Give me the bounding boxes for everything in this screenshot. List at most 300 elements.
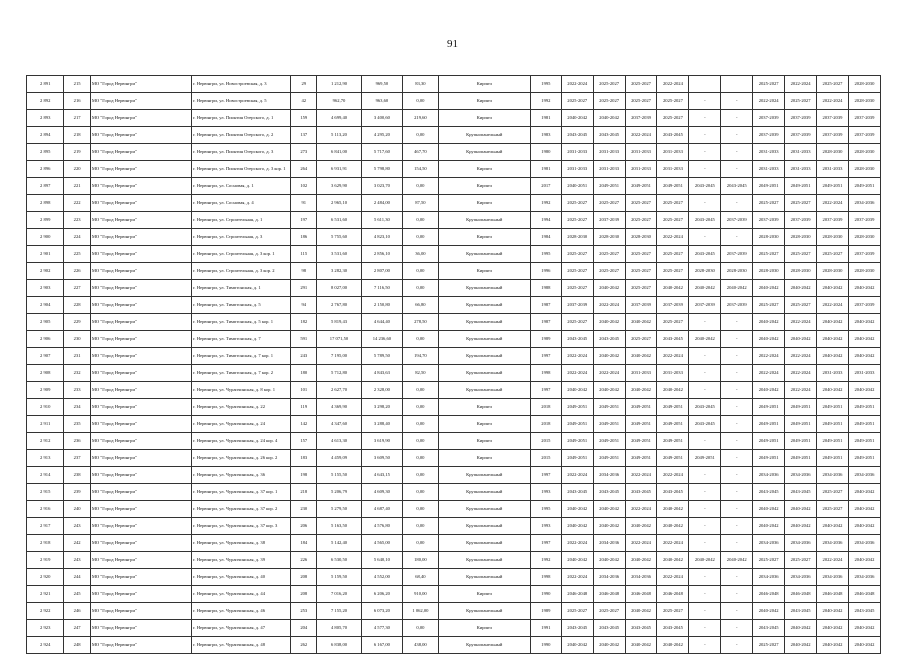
- cell-total-area: 6 931,91: [317, 161, 361, 178]
- cell-period-facade: 2043-2045: [593, 331, 625, 348]
- cell-period-roof: 2025-2027: [561, 212, 593, 229]
- cell-period-water-hot: 2022-2024: [817, 552, 849, 569]
- cell-period-facade: 2046-2048: [593, 586, 625, 603]
- cell-period-elevator: -: [721, 484, 753, 501]
- cell-row-number: 2 922: [27, 603, 64, 620]
- cell-year-built: 2018: [530, 416, 561, 433]
- table-row: [27, 246, 881, 263]
- cell-period-sewer: 2049-2051: [848, 450, 880, 467]
- cell-period-gas: -: [689, 484, 721, 501]
- cell-period-sewer: 2049-2051: [848, 433, 880, 450]
- cell-period-heating: 2025-2027: [657, 263, 689, 280]
- cell-period-sewer: 2034-2036: [848, 467, 880, 484]
- cell-period-sewer: 2040-2042: [848, 280, 880, 297]
- cell-period-water-cold: 2022-2024: [785, 382, 817, 399]
- cell-period-roof: 2040-2042: [561, 552, 593, 569]
- cell-total-area: 5 159,50: [317, 569, 361, 586]
- cell-nonresidential-area: 438,00: [403, 637, 438, 654]
- table-row: [27, 484, 881, 501]
- cell-total-area: 8 027,00: [317, 280, 361, 297]
- cell-period-electric: 2046-2048: [753, 586, 785, 603]
- cell-apartments: 230: [291, 501, 317, 518]
- cell-row-number: 2 898: [27, 195, 64, 212]
- cell-year-built: 1997: [530, 467, 561, 484]
- cell-period-water-cold: 2025-2027: [785, 246, 817, 263]
- cell-living-area: 3 400,60: [361, 110, 403, 127]
- cell-period-roof: 2043-2045: [561, 127, 593, 144]
- cell-living-area: 4 609,30: [361, 484, 403, 501]
- cell-period-water-hot: 2022-2024: [817, 297, 849, 314]
- cell-house-number: 224: [64, 229, 90, 246]
- cell-year-built: 1980: [530, 144, 561, 161]
- cell-nonresidential-area: 0,00: [403, 212, 438, 229]
- cell-period-heating: 2025-2027: [657, 195, 689, 212]
- cell-municipality: МО "Город Нерюнгри": [90, 433, 191, 450]
- cell-period-facade: 2049-2051: [593, 433, 625, 450]
- cell-period-facade: 2043-2045: [593, 620, 625, 637]
- cell-period-sewer: 2049-2051: [848, 399, 880, 416]
- cell-row-number: 2 899: [27, 212, 64, 229]
- cell-total-area: 5 163,50: [317, 518, 361, 535]
- cell-row-number: 2 919: [27, 552, 64, 569]
- cell-period-basement: 2028-2030: [625, 229, 657, 246]
- cell-period-water-cold: 2028-2030: [785, 263, 817, 280]
- cell-wall-material: Кирпич: [438, 450, 530, 467]
- cell-house-number: 244: [64, 569, 90, 586]
- cell-period-heating: 2049-2051: [657, 178, 689, 195]
- cell-period-water-hot: 2040-2042: [817, 314, 849, 331]
- cell-house-number: 223: [64, 212, 90, 229]
- cell-period-electric: 2040-2042: [753, 603, 785, 620]
- cell-year-built: 1994: [530, 212, 561, 229]
- cell-period-gas: 2040-2042: [689, 331, 721, 348]
- cell-period-electric: 2040-2042: [753, 331, 785, 348]
- cell-year-built: 1981: [530, 110, 561, 127]
- cell-address: г. Нерюнгри, ул. Чурапчинская, д. 48: [192, 637, 291, 654]
- cell-wall-material: Крупнопанельный: [438, 484, 530, 501]
- cell-period-water-hot: 2037-2039: [817, 127, 849, 144]
- cell-year-built: 1995: [530, 76, 561, 93]
- cell-municipality: МО "Город Нерюнгри": [90, 127, 191, 144]
- cell-period-facade: 2040-2042: [593, 637, 625, 654]
- cell-period-elevator: -: [721, 110, 753, 127]
- cell-period-elevator: 2040-2042: [721, 280, 753, 297]
- cell-period-gas: -: [689, 637, 721, 654]
- cell-period-facade: 2037-2039: [593, 212, 625, 229]
- cell-period-basement: 2025-2027: [625, 263, 657, 280]
- cell-period-heating: 2031-2033: [657, 161, 689, 178]
- cell-period-basement: 2025-2027: [625, 76, 657, 93]
- cell-period-water-hot: 2022-2024: [817, 195, 849, 212]
- cell-period-basement: 2031-2033: [625, 161, 657, 178]
- cell-year-built: 1996: [530, 263, 561, 280]
- cell-period-gas: -: [689, 382, 721, 399]
- cell-period-heating: 2040-2042: [657, 552, 689, 569]
- cell-year-built: 1992: [530, 552, 561, 569]
- cell-total-area: 6 841,00: [317, 144, 361, 161]
- cell-wall-material: Крупнопанельный: [438, 331, 530, 348]
- cell-wall-material: Кирпич: [438, 161, 530, 178]
- cell-wall-material: Крупнопанельный: [438, 552, 530, 569]
- cell-period-facade: 2040-2042: [593, 314, 625, 331]
- cell-apartments: 262: [291, 637, 317, 654]
- cell-apartments: 243: [291, 348, 317, 365]
- cell-period-facade: 2031-2033: [593, 161, 625, 178]
- cell-period-water-hot: 2034-2036: [817, 535, 849, 552]
- cell-nonresidential-area: 87,50: [403, 195, 438, 212]
- table-row: [27, 110, 881, 127]
- cell-period-gas: -: [689, 518, 721, 535]
- cell-period-water-cold: 2049-2051: [785, 399, 817, 416]
- cell-living-area: 2 856,10: [361, 246, 403, 263]
- cell-period-heating: 2025-2027: [657, 246, 689, 263]
- cell-living-area: 6 206,20: [361, 586, 403, 603]
- cell-house-number: 225: [64, 246, 90, 263]
- cell-total-area: 4 459,09: [317, 450, 361, 467]
- cell-period-basement: 2037-2039: [625, 297, 657, 314]
- cell-apartments: 159: [291, 110, 317, 127]
- cell-total-area: 3 531,60: [317, 246, 361, 263]
- cell-municipality: МО "Город Нерюнгри": [90, 620, 191, 637]
- cell-municipality: МО "Город Нерюнгри": [90, 518, 191, 535]
- cell-period-roof: 2031-2033: [561, 144, 593, 161]
- cell-total-area: 5 755,60: [317, 229, 361, 246]
- cell-house-number: 248: [64, 637, 90, 654]
- cell-nonresidential-area: 0,00: [403, 229, 438, 246]
- cell-period-elevator: -: [721, 586, 753, 603]
- cell-apartments: 183: [291, 450, 317, 467]
- cell-period-water-cold: 2049-2051: [785, 178, 817, 195]
- cell-municipality: МО "Город Нерюнгри": [90, 399, 191, 416]
- cell-year-built: 1995: [530, 501, 561, 518]
- cell-total-area: 17 071,50: [317, 331, 361, 348]
- cell-period-elevator: -: [721, 144, 753, 161]
- cell-period-gas: -: [689, 569, 721, 586]
- cell-address: г. Нерюнгри, ул. Чурапчинская, д. 36: [192, 467, 291, 484]
- cell-period-sewer: 2028-2030: [848, 144, 880, 161]
- cell-period-heating: 2040-2042: [657, 280, 689, 297]
- cell-nonresidential-area: 194,70: [403, 348, 438, 365]
- cell-living-area: 4 643,15: [361, 467, 403, 484]
- cell-nonresidential-area: 219,60: [403, 110, 438, 127]
- cell-year-built: 2018: [530, 399, 561, 416]
- cell-house-number: 222: [64, 195, 90, 212]
- cell-total-area: 1 212,90: [317, 76, 361, 93]
- cell-period-electric: 2034-2036: [753, 535, 785, 552]
- cell-period-electric: 2025-2027: [753, 76, 785, 93]
- cell-house-number: 237: [64, 450, 90, 467]
- cell-row-number: 2 903: [27, 280, 64, 297]
- cell-row-number: 2 917: [27, 518, 64, 535]
- cell-total-area: 4 347,60: [317, 416, 361, 433]
- cell-period-basement: 2025-2027: [625, 195, 657, 212]
- cell-period-water-hot: 2025-2027: [817, 484, 849, 501]
- cell-period-sewer: 2040-2042: [848, 501, 880, 518]
- cell-apartments: 115: [291, 246, 317, 263]
- cell-municipality: МО "Город Нерюнгри": [90, 450, 191, 467]
- cell-period-electric: 2049-2051: [753, 416, 785, 433]
- cell-period-elevator: 2028-2030: [721, 263, 753, 280]
- cell-period-water-cold: 2022-2024: [785, 348, 817, 365]
- cell-apartments: 218: [291, 484, 317, 501]
- cell-period-basement: 2031-2033: [625, 144, 657, 161]
- cell-period-water-cold: 2025-2027: [785, 297, 817, 314]
- cell-period-water-cold: 2046-2048: [785, 586, 817, 603]
- cell-living-area: 3 619,90: [361, 433, 403, 450]
- cell-period-water-hot: 2040-2042: [817, 280, 849, 297]
- cell-period-water-cold: 2037-2039: [785, 212, 817, 229]
- cell-row-number: 2 906: [27, 331, 64, 348]
- cell-house-number: 245: [64, 586, 90, 603]
- table-row: [27, 280, 881, 297]
- cell-period-water-cold: 2028-2030: [785, 229, 817, 246]
- cell-apartments: 102: [291, 178, 317, 195]
- cell-period-water-hot: 2025-2027: [817, 246, 849, 263]
- cell-period-heating: 2043-2045: [657, 620, 689, 637]
- cell-period-sewer: 2037-2039: [848, 246, 880, 263]
- cell-wall-material: Крупнопанельный: [438, 246, 530, 263]
- cell-period-roof: 2040-2042: [561, 637, 593, 654]
- cell-period-water-cold: 2034-2036: [785, 535, 817, 552]
- cell-period-water-cold: 2025-2027: [785, 93, 817, 110]
- cell-apartments: 208: [291, 569, 317, 586]
- cell-row-number: 2 918: [27, 535, 64, 552]
- cell-living-area: 2 328,00: [361, 382, 403, 399]
- cell-period-water-hot: 2031-2033: [817, 161, 849, 178]
- cell-address: г. Нерюнгри, ул. Чурапчинская, д. 40: [192, 569, 291, 586]
- cell-row-number: 2 913: [27, 450, 64, 467]
- cell-row-number: 2 912: [27, 433, 64, 450]
- cell-year-built: 1992: [530, 93, 561, 110]
- cell-total-area: 5 142,40: [317, 535, 361, 552]
- cell-period-electric: 2031-2033: [753, 161, 785, 178]
- cell-period-water-hot: 2028-2030: [817, 144, 849, 161]
- cell-period-heating: 2037-2039: [657, 297, 689, 314]
- cell-address: г. Нерюнгри, ул. Чурапчинская, д. 24 кор. 4: [192, 433, 291, 450]
- cell-municipality: МО "Город Нерюнгри": [90, 467, 191, 484]
- cell-period-gas: -: [689, 433, 721, 450]
- cell-address: г. Нерюнгри, ул. Тимптонская, д. 5: [192, 297, 291, 314]
- cell-period-basement: 2037-2039: [625, 110, 657, 127]
- cell-total-area: 5 113,20: [317, 127, 361, 144]
- cell-row-number: 2 905: [27, 314, 64, 331]
- cell-apartments: 42: [291, 93, 317, 110]
- cell-address: г. Нерюнгри, ул. Чурапчинская, д. 37 кор. 3: [192, 518, 291, 535]
- cell-period-roof: 2028-2030: [561, 229, 593, 246]
- cell-period-water-hot: 2022-2024: [817, 93, 849, 110]
- cell-period-gas: 2040-2042: [689, 280, 721, 297]
- cell-total-area: 3 629,90: [317, 178, 361, 195]
- cell-nonresidential-area: 0,00: [403, 331, 438, 348]
- cell-period-elevator: -: [721, 161, 753, 178]
- table-row: [27, 416, 881, 433]
- cell-nonresidential-area: 0,00: [403, 93, 438, 110]
- table-row: [27, 382, 881, 399]
- table-row: [27, 450, 881, 467]
- cell-year-built: 1990: [530, 586, 561, 603]
- cell-period-roof: 2022-2024: [561, 535, 593, 552]
- cell-living-area: 5 717,60: [361, 144, 403, 161]
- cell-house-number: 215: [64, 76, 90, 93]
- cell-house-number: 218: [64, 127, 90, 144]
- cell-period-heating: 2049-2051: [657, 450, 689, 467]
- cell-period-water-cold: 2031-2033: [785, 161, 817, 178]
- table-row: [27, 535, 881, 552]
- cell-nonresidential-area: 83,30: [403, 76, 438, 93]
- cell-apartments: 142: [291, 416, 317, 433]
- cell-period-electric: 2049-2051: [753, 450, 785, 467]
- cell-wall-material: Кирпич: [438, 586, 530, 603]
- cell-period-water-hot: 2031-2033: [817, 365, 849, 382]
- cell-total-area: 5 279,50: [317, 501, 361, 518]
- cell-nonresidential-area: 0,00: [403, 416, 438, 433]
- cell-house-number: 235: [64, 416, 90, 433]
- cell-period-sewer: 2034-2036: [848, 195, 880, 212]
- cell-period-gas: -: [689, 501, 721, 518]
- cell-apartments: 137: [291, 127, 317, 144]
- cell-municipality: МО "Город Нерюнгри": [90, 637, 191, 654]
- cell-year-built: 1998: [530, 569, 561, 586]
- cell-row-number: 2 900: [27, 229, 64, 246]
- cell-address: г. Нерюнгри, ул. Чурапчинская, д. 26 кор. 2: [192, 450, 291, 467]
- cell-municipality: МО "Город Нерюнгри": [90, 348, 191, 365]
- cell-address: г. Нерюнгри, ул. Чурапчинская, д. 44: [192, 586, 291, 603]
- cell-living-area: 2 807,00: [361, 263, 403, 280]
- cell-living-area: 7 116,50: [361, 280, 403, 297]
- cell-address: г. Нерюнгри, ул. Чурапчинская, д. 22: [192, 399, 291, 416]
- cell-period-water-cold: 2049-2051: [785, 416, 817, 433]
- cell-period-electric: 2037-2039: [753, 110, 785, 127]
- cell-period-basement: 2040-2042: [625, 552, 657, 569]
- cell-address: г. Нерюнгри, ул. Пионтия Огерского, д. 3: [192, 144, 291, 161]
- cell-municipality: МО "Город Нерюнгри": [90, 501, 191, 518]
- cell-period-water-hot: 2046-2048: [817, 586, 849, 603]
- cell-period-elevator: -: [721, 195, 753, 212]
- cell-period-roof: 2025-2027: [561, 246, 593, 263]
- cell-period-basement: 2046-2048: [625, 586, 657, 603]
- table-row: [27, 297, 881, 314]
- cell-period-water-cold: 2040-2042: [785, 637, 817, 654]
- cell-period-electric: 2034-2036: [753, 467, 785, 484]
- cell-period-water-cold: 2049-2051: [785, 433, 817, 450]
- cell-house-number: 226: [64, 263, 90, 280]
- cell-living-area: 6 073,20: [361, 603, 403, 620]
- cell-total-area: 4 369,90: [317, 399, 361, 416]
- cell-period-elevator: -: [721, 637, 753, 654]
- cell-period-elevator: 2037-2039: [721, 246, 753, 263]
- cell-row-number: 2 892: [27, 93, 64, 110]
- cell-period-water-hot: 2034-2036: [817, 467, 849, 484]
- cell-nonresidential-area: 82,50: [403, 365, 438, 382]
- cell-period-heating: 2031-2033: [657, 365, 689, 382]
- cell-year-built: 1992: [530, 195, 561, 212]
- cell-period-facade: 2040-2042: [593, 110, 625, 127]
- cell-period-heating: 2040-2042: [657, 518, 689, 535]
- cell-period-basement: 2040-2042: [625, 348, 657, 365]
- cell-period-sewer: 2028-2030: [848, 161, 880, 178]
- cell-house-number: 238: [64, 467, 90, 484]
- cell-year-built: 2015: [530, 433, 561, 450]
- cell-apartments: 180: [291, 365, 317, 382]
- cell-nonresidential-area: 1 062,00: [403, 603, 438, 620]
- cell-period-roof: 2040-2042: [561, 110, 593, 127]
- cell-address: г. Нерюнгри, ул. Чурапчинская, д. 8 кор. 1: [192, 382, 291, 399]
- cell-house-number: 216: [64, 93, 90, 110]
- cell-period-heating: 2040-2042: [657, 382, 689, 399]
- cell-period-elevator: -: [721, 365, 753, 382]
- cell-nonresidential-area: 154,50: [403, 161, 438, 178]
- cell-period-sewer: 2040-2042: [848, 637, 880, 654]
- cell-nonresidential-area: 0,00: [403, 450, 438, 467]
- cell-total-area: 5 819,43: [317, 314, 361, 331]
- cell-apartments: 197: [291, 212, 317, 229]
- cell-address: г. Нерюнгри, ул. Строительная, д. 3: [192, 229, 291, 246]
- cell-period-water-cold: 2025-2027: [785, 552, 817, 569]
- cell-wall-material: Кирпич: [438, 76, 530, 93]
- cell-period-facade: 2049-2051: [593, 450, 625, 467]
- cell-period-heating: 2049-2051: [657, 433, 689, 450]
- cell-house-number: 230: [64, 331, 90, 348]
- cell-total-area: 5 712,80: [317, 365, 361, 382]
- cell-period-electric: 2040-2042: [753, 314, 785, 331]
- cell-wall-material: Кирпич: [438, 620, 530, 637]
- cell-period-electric: 2040-2042: [753, 382, 785, 399]
- cell-living-area: 4 823,10: [361, 229, 403, 246]
- cell-living-area: 963,60: [361, 93, 403, 110]
- cell-wall-material: Крупнопанельный: [438, 127, 530, 144]
- cell-living-area: 3 023,70: [361, 178, 403, 195]
- cell-municipality: МО "Город Нерюнгри": [90, 93, 191, 110]
- cell-period-sewer: 2028-2030: [848, 93, 880, 110]
- cell-wall-material: Кирпич: [438, 110, 530, 127]
- cell-period-facade: 2049-2051: [593, 178, 625, 195]
- cell-period-elevator: -: [721, 433, 753, 450]
- cell-year-built: 1987: [530, 314, 561, 331]
- cell-address: г. Нерюнгри, ул. Чурапчинская, д. 39: [192, 552, 291, 569]
- cell-house-number: 229: [64, 314, 90, 331]
- cell-nonresidential-area: 0,00: [403, 620, 438, 637]
- housing-registry-table: [26, 75, 881, 654]
- cell-wall-material: Крупнопанельный: [438, 535, 530, 552]
- cell-living-area: 969,50: [361, 76, 403, 93]
- cell-period-roof: 2022-2024: [561, 467, 593, 484]
- cell-living-area: 3 609,50: [361, 450, 403, 467]
- cell-period-elevator: -: [721, 229, 753, 246]
- cell-living-area: 2 150,80: [361, 297, 403, 314]
- cell-period-facade: 2022-2024: [593, 365, 625, 382]
- cell-municipality: МО "Город Нерюнгри": [90, 297, 191, 314]
- cell-row-number: 2 915: [27, 484, 64, 501]
- cell-period-water-cold: 2049-2051: [785, 450, 817, 467]
- cell-period-facade: 2034-2036: [593, 569, 625, 586]
- cell-year-built: 1990: [530, 637, 561, 654]
- cell-period-sewer: 2034-2036: [848, 535, 880, 552]
- cell-period-roof: 2049-2051: [561, 433, 593, 450]
- cell-period-roof: 2025-2027: [561, 263, 593, 280]
- cell-period-gas: -: [689, 620, 721, 637]
- cell-municipality: МО "Город Нерюнгри": [90, 229, 191, 246]
- cell-period-elevator: 2043-2045: [721, 178, 753, 195]
- cell-period-electric: 2025-2027: [753, 552, 785, 569]
- cell-period-electric: 2028-2030: [753, 263, 785, 280]
- cell-nonresidential-area: 0,00: [403, 382, 438, 399]
- cell-period-basement: 2049-2051: [625, 450, 657, 467]
- cell-nonresidential-area: 467,70: [403, 144, 438, 161]
- cell-apartments: 198: [291, 467, 317, 484]
- cell-total-area: 6 530,50: [317, 552, 361, 569]
- cell-period-gas: -: [689, 161, 721, 178]
- cell-period-elevator: -: [721, 399, 753, 416]
